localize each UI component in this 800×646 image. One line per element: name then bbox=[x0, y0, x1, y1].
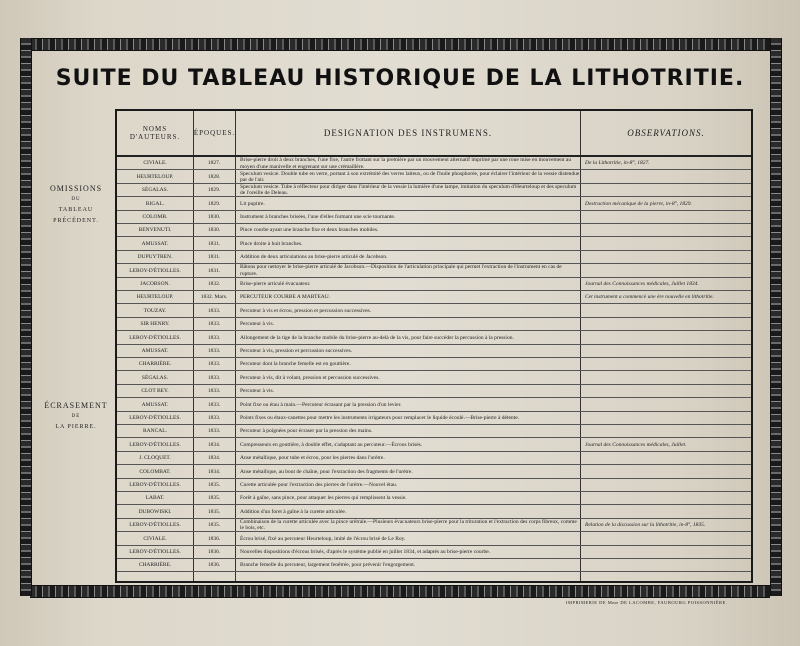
description-cell: Pince droite à huit branches. bbox=[240, 240, 303, 247]
author-name: SIR HENRY. bbox=[140, 321, 170, 328]
date-cell: 1831. bbox=[207, 240, 221, 247]
description-cell: Percuteur à poignées pour écraser par la pression des mains. bbox=[240, 428, 373, 435]
observation-cell: De la Lithotritie, in-8°, 1827. bbox=[585, 160, 650, 167]
author-name: J. CLOQUET. bbox=[139, 455, 171, 462]
table-row bbox=[117, 412, 751, 425]
date-cell: 1832. bbox=[207, 281, 221, 288]
section-conj: DU bbox=[71, 197, 81, 202]
description-cell: Nouvelles dispositions d'écrous brisés, d'après le système publié en juillet 1834, et adaptés au brise-pierre courbe. bbox=[240, 549, 491, 556]
author-name: LEROY-D'ÉTIOLLES. bbox=[129, 522, 181, 529]
observation-cell bbox=[582, 237, 755, 250]
observation-cell bbox=[582, 385, 755, 398]
date-cell: 1833. bbox=[207, 307, 221, 314]
observation-cell bbox=[582, 452, 755, 465]
observation-cell bbox=[582, 492, 755, 505]
observation-cell bbox=[582, 371, 755, 384]
author-name: AMUSSAT. bbox=[141, 401, 169, 408]
observation-cell: Relation de la discussion sur la lithotritie, in-8°, 1835. bbox=[585, 522, 706, 529]
observation-cell bbox=[582, 304, 755, 317]
header-dates: ÉPOQUES. bbox=[193, 129, 236, 137]
table-row bbox=[117, 278, 751, 291]
imprint: IMPRIMERIE DE Mme DE LACOMBE, FAUBOURG POISSONNIÈRE. bbox=[566, 600, 728, 605]
description-cell: Percuteur à vis. bbox=[240, 388, 275, 395]
date-cell: 1833. bbox=[207, 374, 221, 381]
instruments-table bbox=[115, 109, 753, 583]
author-name: DUPUYTREN. bbox=[137, 254, 173, 261]
observation-cell bbox=[582, 559, 755, 572]
header-names: NOMS D'AUTEURS. bbox=[129, 125, 181, 141]
observation-cell: Cet instrument a commencé une ère nouvelle en lithotritie. bbox=[585, 294, 714, 301]
author-name: SÉGALAS. bbox=[141, 187, 169, 194]
author-name: BENVENUTI. bbox=[138, 227, 172, 234]
author-name: CHARRIÈRE. bbox=[138, 361, 172, 368]
description-cell: Addition de deux articulations au brise-pierre articulé de Jacobson. bbox=[240, 254, 388, 261]
observation-cell: Destruction mécanique de la pierre, in-8°, 1829. bbox=[585, 200, 692, 207]
table-row bbox=[117, 318, 751, 331]
observation-cell bbox=[582, 170, 755, 183]
description-cell: Branche femelle du percuteur, largement fenêtrée, pour prévenir l'engorgement. bbox=[240, 562, 416, 569]
description-cell: Point fixe ou étau à main.—Percuteur écrasant par la pression d'un levier. bbox=[240, 401, 402, 408]
date-cell: 1833. bbox=[207, 348, 221, 355]
description-cell: Percuteur à vis, dit à volant, pression et percussion successives. bbox=[240, 374, 380, 381]
author-name: HEURTELOUP. bbox=[136, 173, 174, 180]
table-row bbox=[117, 532, 751, 545]
observation-cell bbox=[582, 398, 755, 411]
date-cell: 1830. bbox=[207, 214, 221, 221]
section-label-omissions bbox=[36, 183, 116, 227]
observation-cell bbox=[582, 505, 755, 518]
author-name: CIVIALE. bbox=[143, 535, 167, 542]
observation-cell: Journal des Connaissances médicales, Juillet 1834. bbox=[585, 281, 699, 288]
decorative-border-right bbox=[770, 38, 782, 596]
section-label-ecrasement bbox=[36, 400, 116, 433]
date-cell: 1831. bbox=[207, 254, 221, 261]
author-name: LEROY-D'ÉTIOLLES. bbox=[129, 334, 181, 341]
description-cell: Lit pupitre. bbox=[240, 200, 265, 207]
section-title: OMISSIONS bbox=[49, 184, 103, 193]
table-row bbox=[117, 479, 751, 492]
decorative-border-bottom bbox=[30, 585, 770, 598]
description-cell: Pince courbe ayant une branche fixe et deux branches mobiles. bbox=[240, 227, 379, 234]
table-row bbox=[117, 505, 751, 518]
description-cell: Instrument à branches brisées, l'une d'elles formant une scie tournante. bbox=[240, 214, 396, 221]
header-description: DESIGNATION DES INSTRUMENS. bbox=[323, 128, 493, 138]
row-rule bbox=[117, 571, 751, 572]
date-cell: 1828. bbox=[207, 173, 221, 180]
description-cell: Speculum vesicæ. Double tube en verre, portant à son extrémité des verres laiteux, ou de l'huile phosphorée, pour éclairer l'intérieur de la vessie distendue par de l'air. bbox=[240, 170, 580, 184]
date-cell: 1835. bbox=[207, 522, 221, 529]
author-name: LEROY-D'ÉTIOLLES. bbox=[129, 482, 181, 489]
table-row bbox=[117, 251, 751, 264]
table-row bbox=[117, 197, 751, 210]
date-cell: 1836. bbox=[207, 562, 221, 569]
description-cell: Addition d'un foret à gaîne à la curette articulée. bbox=[240, 508, 347, 515]
date-cell: 1834. bbox=[207, 441, 221, 448]
observation-cell bbox=[582, 251, 755, 264]
table-row bbox=[117, 358, 751, 371]
date-cell: 1833. bbox=[207, 361, 221, 368]
table-row bbox=[117, 170, 751, 183]
author-name: CIVIALE. bbox=[143, 160, 167, 167]
date-cell: 1829. bbox=[207, 187, 221, 194]
author-name: DUBOWISKI. bbox=[138, 508, 172, 515]
table-row bbox=[117, 452, 751, 465]
table-row bbox=[117, 438, 751, 451]
observation-cell bbox=[582, 532, 755, 545]
observation-cell bbox=[582, 412, 755, 425]
author-name: LEROY-D'ÉTIOLLES. bbox=[129, 267, 181, 274]
description-cell: Compresseurs en gouttière, à double effet, s'adaptant au percuteur.—Écrous brisés. bbox=[240, 441, 423, 448]
author-name: JACOBSON. bbox=[140, 281, 170, 288]
author-name: AMUSSAT. bbox=[141, 348, 169, 355]
author-name: HEURTELOUP. bbox=[136, 294, 174, 301]
author-name: CHARRIÈRE. bbox=[138, 562, 172, 569]
observation-cell: Journal des Connaissances médicales, Juillet. bbox=[585, 441, 687, 448]
observation-cell bbox=[582, 425, 755, 438]
author-name: SÉGALAS. bbox=[141, 374, 169, 381]
description-cell: Percuteur à vis, pression et percussion successives. bbox=[240, 348, 353, 355]
table-row bbox=[117, 157, 751, 170]
table-row bbox=[117, 425, 751, 438]
table-row bbox=[117, 184, 751, 197]
table-row bbox=[117, 465, 751, 478]
observation-cell bbox=[582, 224, 755, 237]
date-cell: 1833. bbox=[207, 415, 221, 422]
date-cell: 1830. bbox=[207, 227, 221, 234]
description-cell: Percuteur à vis. bbox=[240, 321, 275, 328]
section-title: ÉCRASEMENT bbox=[44, 401, 108, 410]
date-cell: 1833. bbox=[207, 321, 221, 328]
description-cell: Combinaison de la curette articulée avec la pince urétrale.—Plusieurs évacuateurs brise-pierre pour la trituration et l'extraction des corps fibreux, comme le bois, etc. bbox=[240, 518, 577, 532]
observation-cell bbox=[582, 358, 755, 371]
author-name: LABAT. bbox=[145, 495, 165, 502]
date-cell: 1833. bbox=[207, 428, 221, 435]
table-row bbox=[117, 304, 751, 317]
date-cell: 1835. bbox=[207, 495, 221, 502]
table-row bbox=[117, 385, 751, 398]
description-cell: Brise-pierre articulé évacuateur. bbox=[240, 281, 311, 288]
description-cell: Curette articulée pour l'extraction des pierres de l'urètre.—Nouvel étau. bbox=[240, 482, 398, 489]
table-row bbox=[117, 559, 751, 572]
author-name: LEROY-D'ÉTIOLLES. bbox=[129, 549, 181, 556]
author-name: AMUSSAT. bbox=[141, 240, 169, 247]
observation-cell bbox=[582, 318, 755, 331]
description-cell: Écrou brisé, fixé au percuteur Heurteloup, imité de l'écrou brisé de Le Roy. bbox=[240, 535, 406, 542]
observation-cell bbox=[582, 479, 755, 492]
author-name: LEROY-D'ÉTIOLLES. bbox=[129, 441, 181, 448]
date-cell: 1829. bbox=[207, 200, 221, 207]
observation-cell bbox=[582, 465, 755, 478]
observation-cell bbox=[582, 345, 755, 358]
table-row bbox=[117, 519, 751, 532]
table-row bbox=[117, 211, 751, 224]
description-cell: Brise-pierre droit à deux branches, l'une fixe, l'autre frottant sur la première par un mouvement alternatif imprimé par une roue mise en mouvement au moyen d'une manivelle et engrenant sur une crémaillère. bbox=[240, 157, 572, 170]
date-cell: 1835. bbox=[207, 508, 221, 515]
observation-cell bbox=[582, 211, 755, 224]
author-name: COLOMBAT. bbox=[139, 468, 171, 475]
date-cell: 1832. Mars. bbox=[200, 294, 228, 301]
description-cell: Speculum vesicæ. Tube à réflecteur pour diriger dans l'intérieur de la vessie la lumière d'une lampe, imitation du speculum d'Heurteloup et des speculum de l'oreille de Deleau. bbox=[240, 183, 577, 197]
table-row bbox=[117, 237, 751, 250]
date-cell: 1833. bbox=[207, 401, 221, 408]
author-name: COLOMB. bbox=[142, 214, 168, 221]
description-cell: Anse métallique, pour tube et écrou, pour les pierres dans l'urètre. bbox=[240, 455, 385, 462]
date-cell: 1833. bbox=[207, 388, 221, 395]
description-cell: Points fixes ou étaux-canettes pour mettre les instruments irrigateurs pour remplacer le liquide écoulé.—Brise-pierre à détente. bbox=[240, 415, 520, 422]
table-row bbox=[117, 546, 751, 559]
author-name: RIGAL. bbox=[145, 200, 165, 207]
description-cell: Forêt à gaîne, sans pince, pour attaquer les pierres qui remplissent la vessie. bbox=[240, 495, 407, 502]
author-name: CLOT BEY. bbox=[141, 388, 169, 395]
header-observations: OBSERVATIONS. bbox=[627, 128, 705, 138]
author-name: TOUZAY. bbox=[143, 307, 167, 314]
description-cell: Percuteur à vis et écrou, pression et percussion successives. bbox=[240, 307, 372, 314]
date-cell: 1827. bbox=[207, 160, 221, 167]
table-row bbox=[117, 331, 751, 344]
date-cell: 1836. bbox=[207, 549, 221, 556]
date-cell: 1836. bbox=[207, 535, 221, 542]
date-cell: 1831. bbox=[207, 267, 221, 274]
table-row bbox=[117, 264, 751, 277]
description-cell: Bâtons pour nettoyer le brise-pierre articulé de Jacobson.—Disposition de l'articulation principale qui permet l'extraction de l'instrument en cas de rupture. bbox=[240, 264, 562, 277]
date-cell: 1833. bbox=[207, 334, 221, 341]
table-row bbox=[117, 224, 751, 237]
section-subtitle: LA PIERRE. bbox=[55, 424, 97, 430]
author-name: RANCAL. bbox=[143, 428, 167, 435]
observation-cell bbox=[582, 264, 755, 277]
date-cell: 1834. bbox=[207, 455, 221, 462]
table-row bbox=[117, 398, 751, 411]
description-cell: PERCUTEUR COURBE A MARTEAU. bbox=[240, 294, 331, 301]
section-conj: DE bbox=[71, 414, 81, 419]
table-row bbox=[117, 371, 751, 384]
section-subtitle: TABLEAU PRÉCÉDENT. bbox=[53, 207, 99, 224]
table-row bbox=[117, 345, 751, 358]
decorative-border-top bbox=[30, 38, 770, 51]
date-cell: 1835. bbox=[207, 482, 221, 489]
table-row bbox=[117, 291, 751, 304]
description-cell: Percuteur dont la branche femelle est en gouttière. bbox=[240, 361, 351, 368]
description-cell: Anse métallique, au bout de chaîne, pour l'extraction des fragments de l'urètre. bbox=[240, 468, 413, 475]
decorative-border-left bbox=[20, 38, 32, 596]
author-name: LEROY-D'ÉTIOLLES. bbox=[129, 415, 181, 422]
description-cell: Allongement de la tige de la branche mobile du brise-pierre au-delà de la vis, pour faire succéder la percussion à la pression. bbox=[240, 334, 514, 341]
date-cell: 1834. bbox=[207, 468, 221, 475]
observation-cell bbox=[582, 331, 755, 344]
observation-cell bbox=[582, 184, 755, 197]
table-row bbox=[117, 492, 751, 505]
page-title: SUITE DU TABLEAU HISTORIQUE DE LA LITHOTRITIE. bbox=[55, 66, 745, 91]
observation-cell bbox=[582, 546, 755, 559]
